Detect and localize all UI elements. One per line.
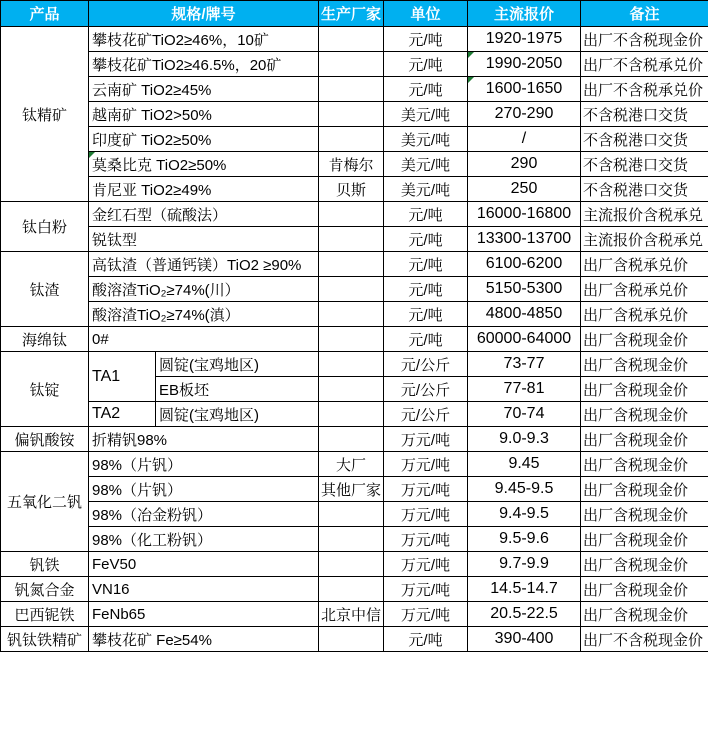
price-cell[interactable]: 250	[468, 177, 581, 202]
table-row	[1, 102, 708, 127]
product-cell[interactable]: 巴西铌铁	[1, 602, 89, 627]
price-cell[interactable]: 5150-5300	[468, 277, 581, 302]
spec-shape-cell[interactable]: EB板坯	[156, 377, 319, 402]
product-cell[interactable]: 钒铁	[1, 552, 89, 577]
spec-cell[interactable]: 酸溶渣TiO₂≥74%(滇）	[89, 302, 319, 327]
note-cell[interactable]: 出厂不含税承兑价	[581, 77, 708, 102]
manufacturer-cell[interactable]	[319, 277, 384, 302]
table-row	[1, 602, 708, 627]
manufacturer-cell[interactable]	[319, 352, 384, 377]
col-header-price[interactable]: 主流报价	[468, 1, 581, 27]
spec-grade-cell[interactable]: TA2	[89, 402, 156, 427]
spec-cell[interactable]: 锐钛型	[89, 227, 319, 252]
price-cell[interactable]: 16000-16800	[468, 202, 581, 227]
unit-cell[interactable]: 美元/吨	[384, 102, 468, 127]
table-row	[1, 302, 708, 327]
manufacturer-cell[interactable]	[319, 552, 384, 577]
spec-cell[interactable]: 98%（片钒）	[89, 477, 319, 502]
manufacturer-cell[interactable]	[319, 377, 384, 402]
product-cell[interactable]: 海绵钛	[1, 327, 89, 352]
price-cell[interactable]: 73-77	[468, 352, 581, 377]
unit-cell[interactable]: 元/吨	[384, 27, 468, 52]
product-cell[interactable]: 钛锭	[1, 352, 89, 427]
manufacturer-cell[interactable]	[319, 427, 384, 452]
table-row	[1, 152, 708, 177]
spec-cell[interactable]: 0#	[89, 327, 319, 352]
spec-cell[interactable]: 攀枝花矿 Fe≥54%	[89, 627, 319, 652]
price-cell[interactable]: 20.5-22.5	[468, 602, 581, 627]
price-cell[interactable]: /	[468, 127, 581, 152]
manufacturer-cell[interactable]	[319, 202, 384, 227]
table-row	[1, 52, 708, 77]
note-cell[interactable]: 出厂不含税现金价	[581, 27, 708, 52]
product-cell[interactable]: 偏钒酸铵	[1, 427, 89, 452]
col-header-product[interactable]: 产品	[1, 1, 89, 27]
unit-cell[interactable]: 万元/吨	[384, 427, 468, 452]
manufacturer-cell[interactable]	[319, 102, 384, 127]
note-cell[interactable]: 出厂含税现金价	[581, 552, 708, 577]
note-cell[interactable]: 出厂含税现金价	[581, 602, 708, 627]
note-cell[interactable]: 出厂不含税现金价	[581, 627, 708, 652]
manufacturer-cell[interactable]	[319, 527, 384, 552]
table-row	[1, 177, 708, 202]
product-cell[interactable]: 钛白粉	[1, 202, 89, 252]
unit-cell[interactable]: 元/吨	[384, 227, 468, 252]
unit-cell[interactable]: 元/吨	[384, 277, 468, 302]
unit-cell[interactable]: 元/吨	[384, 302, 468, 327]
col-header-unit[interactable]: 单位	[384, 1, 468, 27]
unit-cell[interactable]: 美元/吨	[384, 127, 468, 152]
unit-cell[interactable]: 元/吨	[384, 77, 468, 102]
table-row	[1, 252, 708, 277]
product-cell[interactable]: 钒氮合金	[1, 577, 89, 602]
manufacturer-cell[interactable]	[319, 52, 384, 77]
table-body	[1, 27, 708, 652]
unit-cell[interactable]: 万元/吨	[384, 527, 468, 552]
header-row	[1, 1, 708, 27]
spec-cell[interactable]: 云南矿 TiO2≥45%	[89, 77, 319, 102]
manufacturer-cell[interactable]	[319, 252, 384, 277]
price-cell[interactable]: 6100-6200	[468, 252, 581, 277]
price-cell[interactable]: 4800-4850	[468, 302, 581, 327]
col-header-note[interactable]: 备注	[581, 1, 708, 27]
note-cell[interactable]: 主流报价含税承兑	[581, 227, 708, 252]
spec-cell[interactable]: 金红石型（硫酸法）	[89, 202, 319, 227]
manufacturer-cell[interactable]: 北京中信	[319, 602, 384, 627]
unit-cell[interactable]: 元/公斤	[384, 352, 468, 377]
manufacturer-cell[interactable]	[319, 402, 384, 427]
note-cell[interactable]: 出厂含税现金价	[581, 477, 708, 502]
spec-cell[interactable]: 肯尼亚 TiO2≥49%	[89, 177, 319, 202]
table-row	[1, 77, 708, 102]
table-row	[1, 227, 708, 252]
note-cell[interactable]: 出厂含税承兑价	[581, 302, 708, 327]
note-cell[interactable]: 不含税港口交货	[581, 102, 708, 127]
unit-cell[interactable]: 元/吨	[384, 627, 468, 652]
spec-cell[interactable]: 莫桑比克 TiO2≥50%	[89, 152, 319, 177]
note-cell[interactable]: 出厂不含税承兑价	[581, 52, 708, 77]
manufacturer-cell[interactable]	[319, 327, 384, 352]
spec-cell[interactable]: 印度矿 TiO2≥50%	[89, 127, 319, 152]
table-row	[1, 27, 708, 52]
price-cell[interactable]: 9.5-9.6	[468, 527, 581, 552]
price-cell[interactable]: 77-81	[468, 377, 581, 402]
manufacturer-cell[interactable]	[319, 227, 384, 252]
cell-flag-icon	[89, 152, 95, 158]
unit-cell[interactable]: 万元/吨	[384, 552, 468, 577]
price-cell[interactable]: 60000-64000	[468, 327, 581, 352]
unit-cell[interactable]: 万元/吨	[384, 452, 468, 477]
col-header-spec[interactable]: 规格/牌号	[89, 1, 319, 27]
spec-shape-cell[interactable]: 圆锭(宝鸡地区)	[156, 402, 319, 427]
manufacturer-cell[interactable]: 其他厂家	[319, 477, 384, 502]
price-cell[interactable]: 1600-1650	[468, 77, 581, 102]
product-cell[interactable]: 钒钛铁精矿	[1, 627, 89, 652]
note-cell[interactable]: 出厂含税现金价	[581, 502, 708, 527]
note-cell[interactable]: 出厂含税现金价	[581, 452, 708, 477]
manufacturer-cell[interactable]: 肯梅尔	[319, 152, 384, 177]
product-cell[interactable]: 钛精矿	[1, 27, 89, 202]
note-cell[interactable]: 不含税港口交货	[581, 177, 708, 202]
cell-flag-icon	[468, 77, 474, 83]
note-cell[interactable]: 出厂含税现金价	[581, 527, 708, 552]
manufacturer-cell[interactable]: 大厂	[319, 452, 384, 477]
price-cell[interactable]: 1990-2050	[468, 52, 581, 77]
cell-flag-icon	[468, 52, 474, 58]
unit-cell[interactable]: 万元/吨	[384, 602, 468, 627]
table-row	[1, 402, 708, 427]
table-row	[1, 277, 708, 302]
table-row	[1, 527, 708, 552]
note-cell[interactable]: 不含税港口交货	[581, 152, 708, 177]
spec-shape-cell[interactable]: 圆锭(宝鸡地区)	[156, 352, 319, 377]
price-cell[interactable]: 290	[468, 152, 581, 177]
spec-cell[interactable]: 98%（化工粉钒）	[89, 527, 319, 552]
note-cell[interactable]: 出厂含税现金价	[581, 352, 708, 377]
note-cell[interactable]: 出厂含税现金价	[581, 377, 708, 402]
unit-cell[interactable]: 元/吨	[384, 202, 468, 227]
spec-cell[interactable]: 98%（冶金粉钒）	[89, 502, 319, 527]
note-cell[interactable]: 出厂含税现金价	[581, 577, 708, 602]
spec-cell[interactable]: 攀枝花矿TiO2≥46%，10矿	[89, 27, 319, 52]
manufacturer-cell[interactable]	[319, 502, 384, 527]
note-cell[interactable]: 出厂含税承兑价	[581, 252, 708, 277]
spec-grade-cell[interactable]: TA1	[89, 352, 156, 402]
product-cell[interactable]: 钛渣	[1, 252, 89, 327]
table-row	[1, 577, 708, 602]
table-row	[1, 452, 708, 477]
unit-cell[interactable]: 美元/吨	[384, 152, 468, 177]
manufacturer-cell[interactable]	[319, 77, 384, 102]
manufacturer-cell[interactable]: 贝斯	[319, 177, 384, 202]
price-cell[interactable]: 390-400	[468, 627, 581, 652]
table-row	[1, 627, 708, 652]
price-cell[interactable]: 14.5-14.7	[468, 577, 581, 602]
price-cell[interactable]: 13300-13700	[468, 227, 581, 252]
note-cell[interactable]: 出厂含税承兑价	[581, 277, 708, 302]
spec-cell[interactable]: FeNb65	[89, 602, 319, 627]
manufacturer-cell[interactable]	[319, 127, 384, 152]
spec-cell[interactable]: FeV50	[89, 552, 319, 577]
unit-cell[interactable]: 元/公斤	[384, 402, 468, 427]
price-cell[interactable]: 1920-1975	[468, 27, 581, 52]
unit-cell[interactable]: 万元/吨	[384, 502, 468, 527]
price-cell[interactable]: 270-290	[468, 102, 581, 127]
unit-cell[interactable]: 万元/吨	[384, 577, 468, 602]
table-row	[1, 552, 708, 577]
price-cell[interactable]: 9.45-9.5	[468, 477, 581, 502]
manufacturer-cell[interactable]	[319, 627, 384, 652]
unit-cell[interactable]: 万元/吨	[384, 477, 468, 502]
table-row	[1, 327, 708, 352]
manufacturer-cell[interactable]	[319, 27, 384, 52]
unit-cell[interactable]: 元/吨	[384, 52, 468, 77]
spec-cell[interactable]: 攀枝花矿TiO2≥46.5%，20矿	[89, 52, 319, 77]
table-row	[1, 127, 708, 152]
col-header-manufacturer[interactable]: 生产厂家	[319, 1, 384, 27]
note-cell[interactable]: 不含税港口交货	[581, 127, 708, 152]
unit-cell[interactable]: 元/公斤	[384, 377, 468, 402]
price-cell[interactable]: 9.7-9.9	[468, 552, 581, 577]
unit-cell[interactable]: 美元/吨	[384, 177, 468, 202]
table-row	[1, 352, 708, 377]
price-cell[interactable]: 70-74	[468, 402, 581, 427]
manufacturer-cell[interactable]	[319, 302, 384, 327]
note-cell[interactable]: 出厂含税现金价	[581, 327, 708, 352]
table-row	[1, 502, 708, 527]
price-cell[interactable]: 9.4-9.5	[468, 502, 581, 527]
note-cell[interactable]: 主流报价含税承兑	[581, 202, 708, 227]
table-row	[1, 477, 708, 502]
unit-cell[interactable]: 元/吨	[384, 327, 468, 352]
product-cell[interactable]: 五氧化二钒	[1, 452, 89, 552]
note-cell[interactable]: 出厂含税现金价	[581, 402, 708, 427]
unit-cell[interactable]: 元/吨	[384, 252, 468, 277]
table-row	[1, 202, 708, 227]
spec-cell[interactable]: 高钛渣（普通钙镁）TiO2 ≥90%	[89, 252, 319, 277]
spec-cell[interactable]: 折精钒98%	[89, 427, 319, 452]
price-cell[interactable]: 9.0-9.3	[468, 427, 581, 452]
manufacturer-cell[interactable]	[319, 577, 384, 602]
spec-cell[interactable]: 酸溶渣TiO₂≥74%(川）	[89, 277, 319, 302]
note-cell[interactable]: 出厂含税现金价	[581, 427, 708, 452]
price-cell[interactable]: 9.45	[468, 452, 581, 477]
spec-cell[interactable]: 越南矿 TiO2>50%	[89, 102, 319, 127]
table-row	[1, 427, 708, 452]
spec-cell[interactable]: VN16	[89, 577, 319, 602]
spec-cell[interactable]: 98%（片钒）	[89, 452, 319, 477]
